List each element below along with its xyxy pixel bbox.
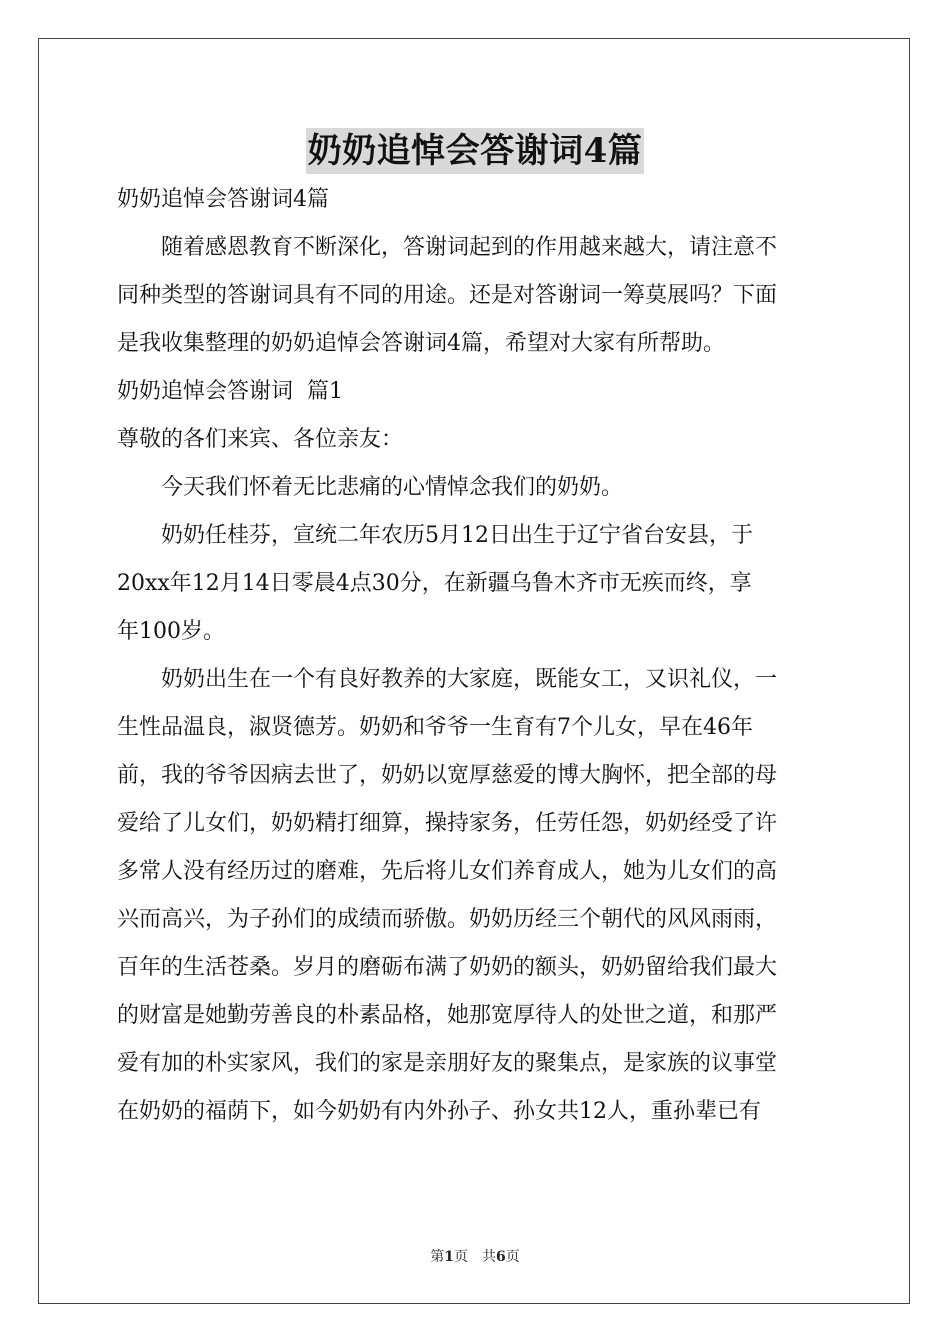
paragraph-line: 的财富是她勤劳善良的朴素品格，她那宽厚待人的处世之道，和那严 [117, 1003, 778, 1028]
intro-line: 随着感恩教育不断深化，答谢词起到的作用越来越大，请注意不 [161, 235, 778, 260]
footer-page-total: 6 [496, 1249, 506, 1265]
title-wrap [0, 128, 950, 174]
paragraph-line: 百年的生活苍桑。岁月的磨砺布满了奶奶的额头，奶奶留给我们最大 [117, 955, 778, 980]
paragraph-biography [117, 512, 833, 656]
page-footer [0, 1246, 950, 1266]
paragraph-line: 年100岁。 [117, 619, 225, 644]
paragraph-mourning: 今天我们怀着无比悲痛的心情悼念我们的奶奶。 [161, 475, 624, 500]
footer-page-prefix: 第 [430, 1249, 445, 1265]
salutation: 尊敬的各们来宾、各位亲友： [117, 427, 404, 452]
paragraph-line: 多常人没有经历过的磨难，先后将儿女们养育成人，她为儿女们的高 [117, 859, 778, 884]
footer-page-mid: 页 共 [454, 1249, 496, 1265]
document-title: 奶奶追悼会答谢词4篇 [306, 128, 645, 174]
paragraph-line: 奶奶任桂芬，宣统二年农历5月12日出生于辽宁省台安县，于 [161, 523, 753, 548]
paragraph-line: 20xx年12月14日零晨4点30分，在新疆乌鲁木齐市无疾而终，享 [117, 571, 752, 596]
paragraph-line: 奶奶出生在一个有良好教养的大家庭，既能女工，又识礼仪，一 [161, 667, 778, 692]
document-body [117, 176, 833, 1136]
document-subtitle: 奶奶追悼会答谢词4篇 [117, 187, 329, 212]
footer-page-suffix: 页 [505, 1249, 520, 1265]
paragraph-line: 爱给了儿女们，奶奶精打细算，操持家务，任劳任怨，奶奶经受了许 [117, 811, 778, 836]
paragraph-life [117, 656, 833, 1136]
section-heading: 奶奶追悼会答谢词 篇1 [117, 379, 343, 404]
intro-line: 是我收集整理的奶奶追悼会答谢词4篇，希望对大家有所帮助。 [117, 331, 725, 356]
paragraph-line: 前，我的爷爷因病去世了，奶奶以宽厚慈爱的博大胸怀，把全部的母 [117, 763, 778, 788]
intro-paragraph [117, 224, 833, 368]
paragraph-line: 在奶奶的福荫下，如今奶奶有内外孙子、孙女共12人，重孙辈已有 [117, 1099, 761, 1124]
intro-line: 同种类型的答谢词具有不同的用途。还是对答谢词一筹莫展吗？下面 [117, 283, 778, 308]
paragraph-line: 爱有加的朴实家风，我们的家是亲朋好友的聚集点，是家族的议事堂 [117, 1051, 778, 1076]
paragraph-line: 生性品温良，淑贤德芳。奶奶和爷爷一生育有7个儿女，早在46年 [117, 715, 753, 740]
footer-page-current: 1 [444, 1249, 454, 1265]
paragraph-line: 兴而高兴，为子孙们的成绩而骄傲。奶奶历经三个朝代的风风雨雨， [117, 907, 778, 932]
